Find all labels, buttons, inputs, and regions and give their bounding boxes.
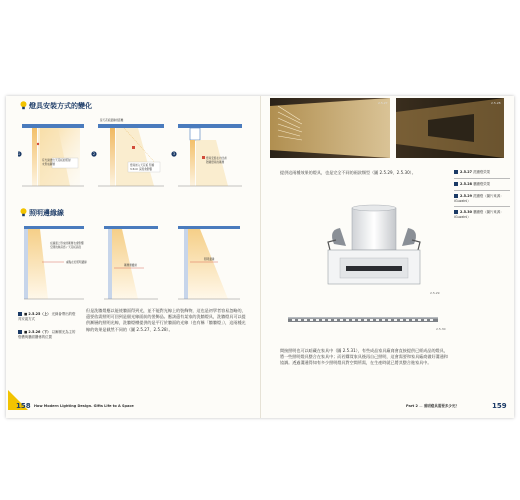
photo-wall-grazer-effect: [396, 98, 504, 158]
caption-marker: [18, 330, 22, 334]
caption-marker: [454, 182, 458, 186]
caption-marker: [454, 210, 458, 214]
diagram2-label-4: 漸層連續處: [124, 264, 137, 267]
caption-2-5-25: ■ 2.5.25（上） 光線會帶出的燈具安裝方式: [18, 312, 76, 321]
footer-part: Part 2: [406, 404, 418, 408]
caption-divider: [454, 206, 510, 207]
photo-label-2-5-27: 2.5.27: [378, 101, 388, 105]
caption-2-5-30: 2.5.30 牆牆燈（圖片來源：iGuzzini）: [454, 210, 504, 219]
diagram1-label-6: 燈具安裝在內凹處: [206, 157, 227, 160]
diagram1-label-1: 有光線透出天花板的照射: [42, 159, 71, 162]
diagram1-label-2: 未形成漸層: [42, 163, 55, 166]
photo-label-2-5-30: 2.5.30: [436, 327, 446, 331]
caption-marker: [454, 194, 458, 198]
right-page-number: 159: [492, 402, 507, 410]
diagram1-label-7: 隱藏燈具的漸層: [206, 161, 225, 164]
caption-2-5-26: ■ 2.5.26（下） 以漸層光為主的燈槽與牆面關係的位置: [18, 330, 76, 339]
section1-title: 燈具安裝方式的變化: [29, 102, 92, 110]
diagram1-number-2: 2: [92, 152, 96, 157]
diagram1-label-3: 燈具嵌入天花板 鋁條: [130, 164, 155, 167]
diagram2-label-2: 空間的進深感 / 天花板高度: [50, 246, 82, 249]
edge-line-diagrams: [18, 222, 246, 302]
book-spread: [6, 96, 514, 418]
caption-marker: [454, 170, 458, 174]
lightbulb-icon: [20, 208, 27, 217]
lightbulb-icon: [20, 101, 27, 110]
photo-wall-grazer-fixture: [286, 314, 456, 332]
diagram2-label-1: 在牆面上形成的漸層也會影響: [50, 242, 84, 245]
diagram2-label-5: 照明邊緣: [204, 258, 215, 261]
photo-label-2-5-29: 2.5.29: [430, 291, 440, 295]
caption-2-5-29: 2.5.29 洗牆燈（圖片來源：iGuzzini）: [454, 194, 504, 203]
right-footer: Part 2 — 照明燈具需要多少光？: [406, 404, 459, 408]
diagram2-label-3: 重點在於照明邊緣: [66, 261, 87, 264]
caption-divider: [454, 178, 510, 179]
diagram1-label-4: 3-5cm 深度會影響: [130, 168, 152, 171]
gutter: [260, 96, 261, 418]
caption-marker: [18, 312, 22, 316]
left-footer-text: How Modern Lighting Design. Gifts Life to A Space: [34, 404, 134, 408]
diagram1-label-5: 從天花板邊緣的距離: [100, 119, 124, 122]
photo-wall-washer-fixture: [306, 204, 446, 300]
photo-wall-washer-effect: [270, 98, 390, 158]
right-intro-text: 提供這兩種效果的燈具，也是完全不同的兩款類型（圖 2.5.29、2.5.30）。: [280, 170, 416, 175]
caption-divider: [454, 190, 510, 191]
diagram1-number-3: 3: [172, 152, 176, 157]
caption-2-5-27: 2.5.27 洗牆燈效果: [454, 170, 512, 175]
caption-2-5-28: 2.5.28 牆牆燈效果: [454, 182, 512, 187]
mounting-diagrams: [18, 116, 246, 192]
left-page-number: 158: [16, 402, 31, 410]
footer-title: 照明燈具需要多少光？: [423, 404, 459, 408]
photo-label-2-5-28: 2.5.28: [491, 101, 501, 105]
diagram1-number-1: 1: [18, 152, 21, 157]
left-body-text: 但是洗牆燈應以能使牆面得到光，並不能對光線上的裝飾物，這也是初學者容易忽略的，還要依需照明可回到是個光線面前的裝飾品。應該還有某家的洗牆燈具，洗牆燈具可以提供漸層的照明光線，洗牆燈槽提供的是平行於牆面的光線（也有稱「牆牆燈」），這兩種光線的效果是截然不同的（圖 2.5.27、2.5.28）。: [86, 308, 246, 332]
right-body-text: 間接照明也可以暗藏在家具中（圖 2.5.31），有些成品家具廠商會直接提供已經成品的燈具，將一些照明燈具整合在家具中；而若購買家具後再自己照明，這會需要和家具廠商做好溝通和協調。透過溝通得知有多少照明燈具對空間所需，在生產時就已將其整合進家具中。: [280, 348, 448, 366]
section2-title: 照明邊緣線: [29, 209, 64, 217]
